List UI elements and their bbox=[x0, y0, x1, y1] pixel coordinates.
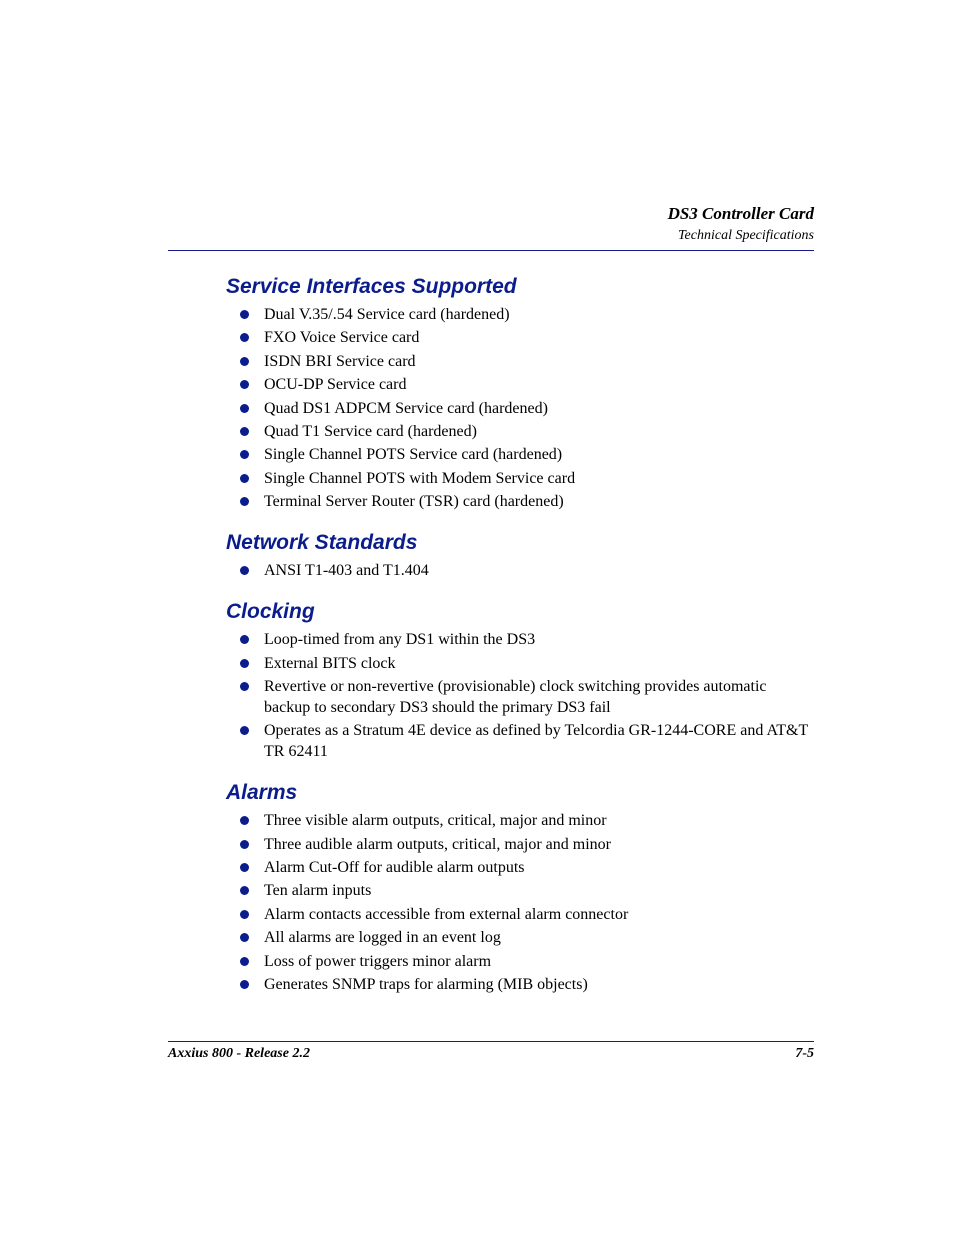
list-item bbox=[226, 857, 816, 878]
list-item bbox=[226, 491, 816, 512]
bullet-icon bbox=[240, 310, 249, 319]
list-item bbox=[226, 720, 816, 762]
list-item-text: Dual V.35/.54 Service card (hardened) bbox=[264, 306, 510, 323]
list-item bbox=[226, 327, 816, 348]
list-item bbox=[226, 398, 816, 419]
bullet-icon bbox=[240, 886, 249, 895]
list-item bbox=[226, 374, 816, 395]
section-heading: Clocking bbox=[226, 600, 315, 624]
list-item-text: Revertive or non-revertive (provisionable) clock switching provides automatic backup to secondary DS3 should the primary DS3 fail bbox=[264, 677, 767, 716]
list-item-text: Quad T1 Service card (hardened) bbox=[264, 422, 477, 440]
list-item bbox=[226, 834, 816, 855]
bullet-icon bbox=[240, 726, 249, 735]
bullet-icon bbox=[240, 659, 249, 668]
list-item bbox=[226, 421, 816, 442]
bullet-icon bbox=[240, 863, 249, 872]
list-item bbox=[226, 560, 816, 581]
list-item bbox=[226, 629, 816, 650]
list-item-text: External BITS clock bbox=[264, 654, 396, 672]
list-item-text: ISDN BRI Service card bbox=[264, 352, 416, 370]
list-item bbox=[226, 951, 816, 972]
list-item-text: Single Channel POTS Service card (hardened) bbox=[264, 446, 563, 464]
list-item-text: Ten alarm inputs bbox=[264, 882, 372, 900]
section bbox=[226, 595, 816, 762]
list-item-text: Three visible alarm outputs, critical, major and minor bbox=[264, 812, 607, 830]
list-item-text: All alarms are logged in an event log bbox=[264, 929, 501, 947]
list-item bbox=[226, 444, 816, 465]
running-header-title: DS3 Controller Card bbox=[667, 204, 814, 223]
list-item-text: Loop-timed from any DS1 within the DS3 bbox=[264, 631, 536, 649]
bullet-icon bbox=[240, 910, 249, 919]
list-item-text: Loss of power triggers minor alarm bbox=[264, 952, 492, 970]
list-item-text: OCU-DP Service card bbox=[264, 376, 407, 394]
section bbox=[226, 526, 816, 581]
list-item bbox=[226, 653, 816, 674]
list-item-text: Alarm Cut-Off for audible alarm outputs bbox=[264, 859, 525, 877]
bullet-icon bbox=[240, 635, 249, 644]
bullet-icon bbox=[240, 497, 249, 506]
list-item-text: ANSI T1-403 and T1.404 bbox=[264, 562, 429, 580]
section-heading: Alarms bbox=[226, 781, 298, 805]
header-rule bbox=[168, 250, 814, 251]
bullet-icon bbox=[240, 404, 249, 413]
running-header-subtitle: Technical Specifications bbox=[678, 228, 814, 243]
list-item-text: Terminal Server Router (TSR) card (hardened) bbox=[264, 493, 564, 511]
list-item bbox=[226, 676, 816, 718]
bullet-icon bbox=[240, 357, 249, 366]
footer-rule bbox=[168, 1041, 814, 1042]
bullet-icon bbox=[240, 450, 249, 459]
bullet-icon bbox=[240, 427, 249, 436]
list-item bbox=[226, 974, 816, 995]
section bbox=[226, 270, 816, 512]
section-heading: Network Standards bbox=[226, 531, 418, 555]
list-item bbox=[226, 468, 816, 489]
bullet-list bbox=[226, 560, 816, 581]
footer-page-number: 7-5 bbox=[795, 1046, 814, 1061]
list-item bbox=[226, 904, 816, 925]
section bbox=[226, 776, 816, 995]
bullet-icon bbox=[240, 957, 249, 966]
footer-document-title: Axxius 800 - Release 2.2 bbox=[168, 1046, 310, 1061]
bullet-list bbox=[226, 304, 816, 512]
bullet-icon bbox=[240, 333, 249, 342]
bullet-list bbox=[226, 810, 816, 995]
bullet-icon bbox=[240, 566, 249, 575]
list-item-text: Generates SNMP traps for alarming (MIB objects) bbox=[264, 976, 588, 994]
bullet-icon bbox=[240, 840, 249, 849]
bullet-icon bbox=[240, 980, 249, 989]
list-item bbox=[226, 351, 816, 372]
list-item bbox=[226, 927, 816, 948]
list-item bbox=[226, 810, 816, 831]
list-item-text: FXO Voice Service card bbox=[264, 329, 420, 347]
list-item bbox=[226, 880, 816, 901]
bullet-list bbox=[226, 629, 816, 762]
running-header bbox=[168, 203, 814, 246]
list-item-text: Single Channel POTS with Modem Service card bbox=[264, 469, 576, 487]
bullet-icon bbox=[240, 380, 249, 389]
list-item-text: Alarm contacts accessible from external alarm connector bbox=[264, 905, 629, 923]
list-item-text: Quad DS1 ADPCM Service card (hardened) bbox=[264, 399, 548, 417]
bullet-icon bbox=[240, 933, 249, 942]
list-item bbox=[226, 304, 816, 325]
main-content bbox=[226, 270, 816, 997]
list-item-text: Three audible alarm outputs, critical, major and minor bbox=[264, 835, 611, 853]
bullet-icon bbox=[240, 816, 249, 825]
section-heading: Service Interfaces Supported bbox=[226, 275, 517, 298]
bullet-icon bbox=[240, 474, 249, 483]
bullet-icon bbox=[240, 682, 249, 691]
list-item-text: Operates as a Stratum 4E device as defined by Telcordia GR-1244-CORE and AT&T TR 62411 bbox=[264, 722, 808, 761]
